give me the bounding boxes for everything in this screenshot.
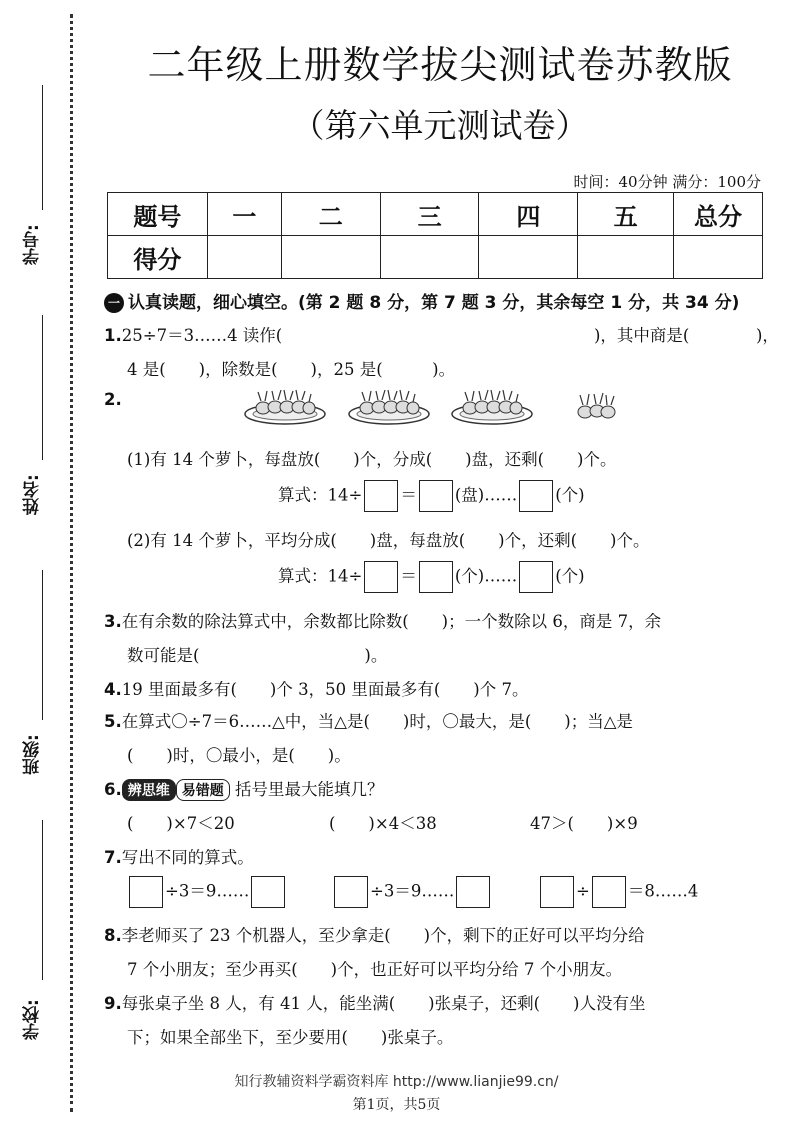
section-number: 一 [104, 293, 124, 313]
question-number: 7. [104, 848, 122, 867]
answer-box[interactable] [540, 876, 574, 908]
question-4 [104, 676, 528, 700]
question-text: 在算式〇÷7＝6……△中，当△是( )时，〇最大，是( )；当△是 [121, 712, 633, 731]
score-header-cell: 五 [578, 193, 674, 236]
question-text: 每张桌子坐 8 人，有 41 人，能坐满( )张桌子，还剩( )人没有坐 [121, 994, 646, 1013]
question-number: 4. [104, 680, 122, 699]
question-1-line-2: 4 是( )，除数是( )，25 是( )。 [127, 360, 456, 379]
question-5-line-1 [104, 708, 633, 732]
class-label: 班级: [23, 734, 43, 776]
question-text: 括号里最大能填几？ [235, 780, 384, 799]
answer-box[interactable] [456, 876, 490, 908]
question-text: 李老师买了 23 个机器人，至少拿走( )个，剩下的正好可以平均分给 [121, 926, 645, 945]
question-2-formula-1 [278, 480, 585, 512]
question-7-expr-2 [332, 876, 492, 908]
score-cell[interactable] [380, 236, 479, 279]
formula-text: ＝8……4 [627, 881, 699, 901]
question-text: )， [756, 326, 779, 345]
formula-text: (个) [555, 566, 585, 586]
answer-box[interactable] [419, 561, 453, 593]
question-7-expr-3 [538, 876, 698, 908]
time-score-info: 时间：40分钟 满分：100分 [573, 173, 761, 191]
question-text: 在有余数的除法算式中，余数都比除数( )；一个数除以 6，商是 7，余 [121, 612, 662, 631]
score-cell[interactable] [207, 236, 281, 279]
question-1-line-1b [594, 322, 689, 346]
student-id-line [42, 85, 43, 210]
question-number: 3. [104, 612, 122, 631]
question-number: 8. [104, 926, 122, 945]
score-cell[interactable] [479, 236, 578, 279]
answer-box[interactable] [364, 561, 398, 593]
score-cell[interactable] [281, 236, 380, 279]
school-line [42, 820, 43, 980]
error-prone-tag: 易错题 [176, 779, 230, 801]
question-6-item-a: ( )×7＜20 [127, 814, 235, 833]
answer-box[interactable] [419, 480, 453, 512]
question-8-line-2: 7 个小朋友；至少再买( )个，也正好可以平均分给 7 个小朋友。 [127, 960, 623, 979]
score-cell[interactable] [674, 236, 763, 279]
question-9-line-1 [104, 990, 645, 1014]
answer-box[interactable] [519, 561, 553, 593]
score-header-cell: 三 [380, 193, 479, 236]
question-text: 写出不同的算式。 [121, 848, 254, 867]
page-subtitle: （第六单元测试卷） [291, 106, 589, 145]
question-1-line-1 [104, 322, 282, 346]
thinking-tag: 辨思维 [122, 779, 176, 801]
loose-radishes-illustration [575, 386, 620, 426]
name-line [42, 315, 43, 460]
question-3-line-1 [104, 608, 661, 632]
binding-dotted-line [70, 14, 73, 1112]
question-3-line-2: 数可能是( )。 [127, 646, 388, 665]
question-number: 5. [104, 712, 122, 731]
question-8-line-1 [104, 922, 645, 946]
formula-text: (个) [555, 485, 585, 505]
question-2-part-2: (2)有 14 个萝卜，平均分成( )盘，每盘放( )个，还剩( )个。 [127, 531, 650, 550]
formula-text: ÷ [576, 881, 590, 901]
formula-text: ＝ [400, 566, 417, 586]
question-2-number [104, 390, 122, 409]
question-5-line-2: ( )时，〇最小，是( )。 [127, 746, 351, 765]
score-cell[interactable] [578, 236, 674, 279]
score-header-cell: 题号 [108, 193, 208, 236]
formula-text: ÷3＝9…… [370, 881, 455, 901]
question-6-line-1 [104, 776, 384, 801]
answer-box[interactable] [519, 480, 553, 512]
question-number: 1. [104, 326, 122, 345]
question-number: 9. [104, 994, 122, 1013]
radish-plate-illustration [450, 386, 535, 426]
question-number: 2. [104, 390, 122, 409]
formula-text: 算式：14÷ [278, 485, 363, 505]
formula-text: 算式：14÷ [278, 566, 363, 586]
question-text: 19 里面最多有( )个 3，50 里面最多有( )个 7。 [121, 680, 529, 699]
page-number: 第1页，共5页 [352, 1097, 441, 1113]
page-title: 二年级上册数学拔尖测试卷苏教版 [147, 43, 733, 87]
section-heading [104, 288, 739, 313]
formula-text: ＝ [400, 485, 417, 505]
answer-box[interactable] [592, 876, 626, 908]
question-6-item-b: ( )×4＜38 [329, 814, 437, 833]
student-id-label: 学号: [23, 224, 43, 266]
answer-box[interactable] [129, 876, 163, 908]
question-text: 25÷7＝3……4 读作( [121, 326, 283, 345]
formula-text: ÷3＝9…… [165, 881, 250, 901]
score-row-label: 得分 [108, 236, 208, 279]
name-label: 姓名: [23, 474, 43, 516]
answer-box[interactable] [364, 480, 398, 512]
question-6-item-c: 47＞( )×9 [530, 814, 638, 833]
radish-plate-illustration [243, 386, 328, 426]
formula-text: (个)…… [454, 566, 518, 586]
question-number: 6. [104, 780, 122, 799]
score-header-cell: 四 [479, 193, 578, 236]
question-2-formula-2 [278, 561, 585, 593]
question-7-expr-1 [127, 876, 287, 908]
question-2-part-1: (1)有 14 个萝卜，每盘放( )个，分成( )盘，还剩( )个。 [127, 450, 617, 469]
answer-box[interactable] [334, 876, 368, 908]
question-7-line-1 [104, 844, 254, 868]
section-title: 认真读题，细心填空。(第 2 题 8 分，第 7 题 3 分，其余每空 1 分，共 34 分) [128, 293, 740, 313]
radish-plate-illustration [347, 386, 432, 426]
score-header-cell: 一 [207, 193, 281, 236]
formula-text: (盘)…… [454, 485, 518, 505]
class-line [42, 570, 43, 720]
score-header-cell: 总分 [674, 193, 763, 236]
score-table [107, 192, 763, 279]
source-footer: 知行教辅资料学霸资料库 http://www.lianjie99.cn/ [234, 1074, 559, 1090]
question-9-line-2: 下；如果全部坐下，至少要用( )张桌子。 [127, 1028, 454, 1047]
question-1-line-1c [756, 322, 779, 346]
question-text: )，其中商是( [594, 326, 690, 345]
school-label: 学校: [23, 999, 43, 1041]
answer-box[interactable] [251, 876, 285, 908]
score-header-cell: 二 [281, 193, 380, 236]
